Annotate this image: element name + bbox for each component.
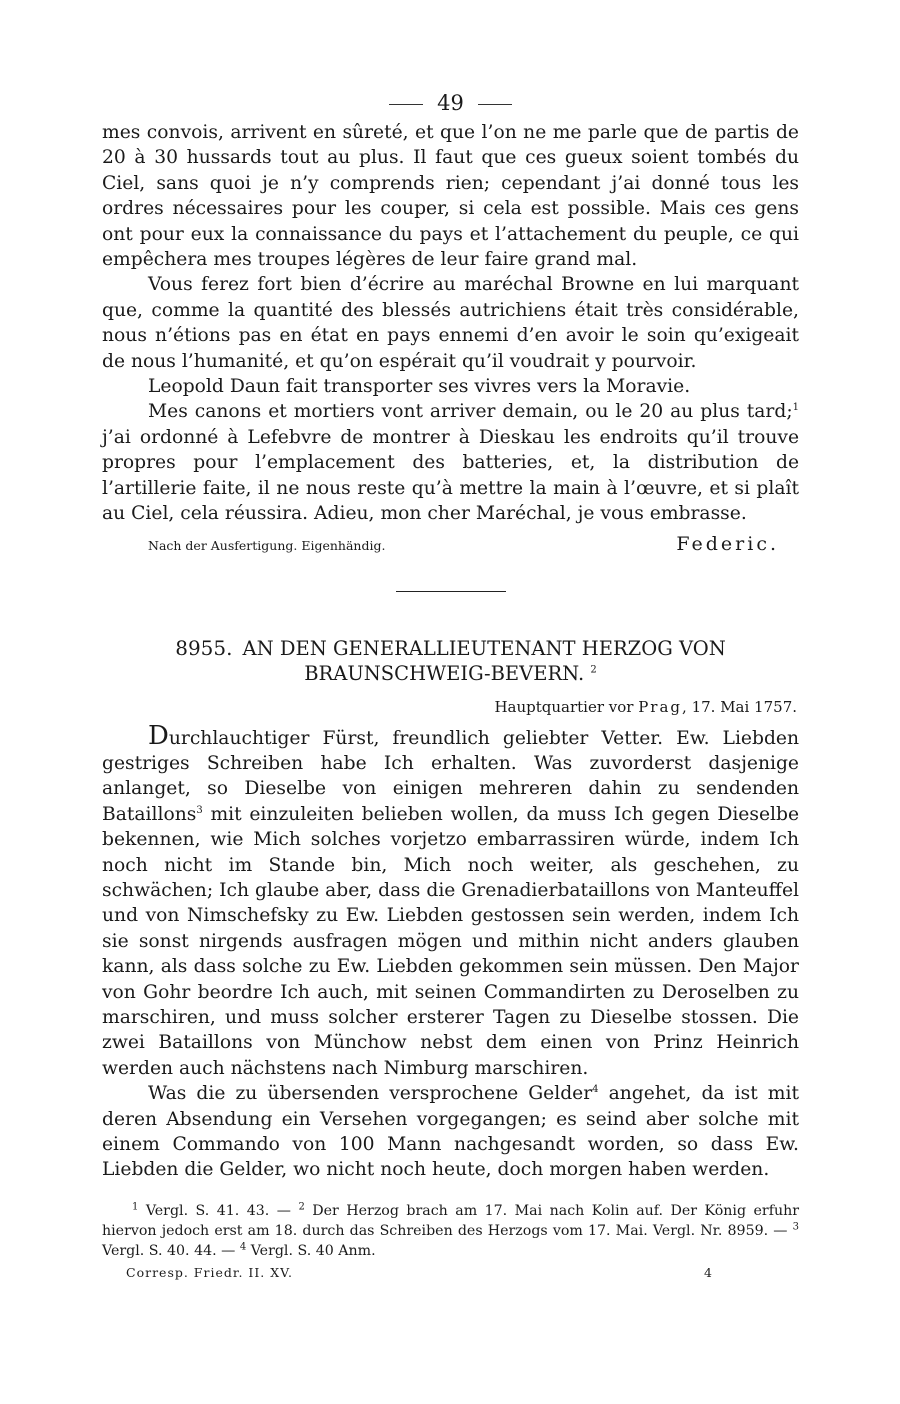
source-row <box>102 533 799 555</box>
footnote-2: Der Herzog brach am 17. Mai nach Kolin auf. Der König erfuhr hiervon jedoch erst am 18. durch das Schreiben des Herzogs vom 17. Mai. Vergl. Nr. 8959. — <box>102 1202 799 1239</box>
lp2-text-b: angehet, da ist mit deren Absendung ein Versehen vorgegangen; es seind aber solche mit einem Commando von 100 Mann nachgesandt worden, so dass Ew. Liebden die Gelder, wo nicht noch heute, doch morgen haben werden. <box>102 1083 799 1181</box>
footnote-ref-1[interactable]: 1 <box>792 402 799 414</box>
p4-text-after: j’ai ordonné à Lefebvre de montrer à Dieskau les endroits qu’il trouve propres pour l’emplacement des batteries, et, la distribution de l’artillerie faite, il ne nous reste qu’à mettre la main à l’œuvre, et si plaît au Ciel, cela réussira. Adieu, mon cher Maréchal, je vous embrasse. <box>102 426 799 525</box>
footnote-ref-3[interactable]: 3 <box>196 804 203 816</box>
paragraph-3: Leopold Daun fait transporter ses vivres vers la Moravie. <box>148 376 691 398</box>
dash-left <box>389 104 423 105</box>
page-number-row <box>102 86 799 120</box>
source-note: Nach der Ausfertigung. Eigenhändig. <box>148 537 386 553</box>
letter-number: 8955. <box>175 635 233 660</box>
page-footer <box>102 1265 799 1280</box>
footer-sheet-number: 4 <box>704 1264 713 1280</box>
signature: Federic. <box>676 532 779 555</box>
footnote-ref-2[interactable]: 2 <box>590 664 597 675</box>
page <box>102 86 799 1280</box>
lp2-text-a: Was die zu übersenden versprochene Gelder <box>148 1083 593 1105</box>
letter-paragraph-1 <box>102 720 799 1082</box>
footnote-mark-3: 3 <box>792 1221 799 1233</box>
paragraph-2: Vous ferez fort bien d’écrire au maréchal Browne en lui marquant que, comme la quantité des blessés autrichiens était très considérable, nous n’étions pas en état en pays ennemi d’en avoir le soin qu’exigeait de nous l’humanité, et qu’on espérait qu’il voudrait y pourvoir. <box>102 274 799 372</box>
lp1-text-a: urchlauchtiger Fürst, freundlich geliebter Vetter. Ew. Liebden gestriges Schreiben habe Ich erhalten. Was zuvorderst dasjenige anlanget, so Dieselbe von einigen mehreren dahin zu sendenden Bataillons <box>102 727 799 825</box>
footnote-mark-4: 4 <box>239 1241 247 1253</box>
dash-right <box>478 104 512 105</box>
paragraph-1: mes convois, arrivent en sûreté, et que l’on ne me parle que de partis de 20 à 30 hussards tout au plus. Il faut que ces gueux soient tombés du Ciel, sans quoi je n’y comprends rien; cependant j’ai donné tous les ordres nécessaires pour les couper, si cela est possible. Mais ces gens ont pour eux la connaissance du pays et l’attachement du peuple, ce qui empêchera mes troupes légères de leur faire grand mal. <box>102 122 799 271</box>
footnote-4: Vergl. S. 40 Anm. <box>246 1242 376 1259</box>
letter-paragraph-2 <box>102 1081 799 1183</box>
footnote-mark-1: 1 <box>132 1201 139 1213</box>
lp1-text-b: mit einzuleiten belieben wollen, da muss Ich gegen Dieselbe bekennen, wie Mich solches vorjetzo embarrassiren würde, indem Ich noch nicht im Stande bin, Mich noch weiter, als geschehen, zu schwächen; Ich glaube aber, dass die Grenadierbataillons von Manteuffel und von Nimschefsky zu Ew. Liebden gestossen sein werden, indem Ich sie sonst nirgends ausfragen mögen und mithin nicht anders glauben kann, als dass solche zu Ew. Liebden gekommen sein müssen. Den Major von Gohr beordre Ich auch, mit seinen Commandirten zu Deroselben zu marschiren, und muss solcher ersterer Tagen zu Dieselbe stossen. Die zwei Bataillons von Münchow nebst dem einen von Prinz Heinrich werden auch nächstens nach Nimburg marschiren. <box>102 803 799 1079</box>
footnote-mark-2: 2 <box>298 1201 305 1213</box>
dateline <box>102 698 797 716</box>
letter-heading <box>102 636 799 686</box>
page-number: 49 <box>437 91 464 115</box>
section-separator <box>396 591 506 592</box>
initial-letter: D <box>148 720 169 751</box>
footnote-text <box>102 1201 799 1261</box>
dateline-date: , 17. Mai 1757. <box>682 697 797 716</box>
footer-signature-mark: Corresp. Friedr. II. XV. <box>126 1264 293 1280</box>
paragraph-4 <box>102 399 799 526</box>
letter-body <box>102 720 799 1183</box>
letter-title: AN DEN GENERALLIEUTENANT HERZOG VON BRAUNSCHWEIG-BEVERN. <box>242 636 726 685</box>
footnotes <box>102 1201 799 1261</box>
p4-text-before: Mes canons et mortiers vont arriver demain, ou le 20 au plus tard; <box>148 401 793 423</box>
footnote-ref-4[interactable]: 4 <box>592 1083 599 1095</box>
dateline-prefix: Hauptquartier vor <box>494 697 639 716</box>
footnote-1: Vergl. S. 41. 43. — <box>138 1202 299 1219</box>
previous-letter-body <box>102 120 799 527</box>
footnote-3: Vergl. S. 40. 44. — <box>102 1242 240 1259</box>
dateline-place: Prag <box>638 697 683 716</box>
